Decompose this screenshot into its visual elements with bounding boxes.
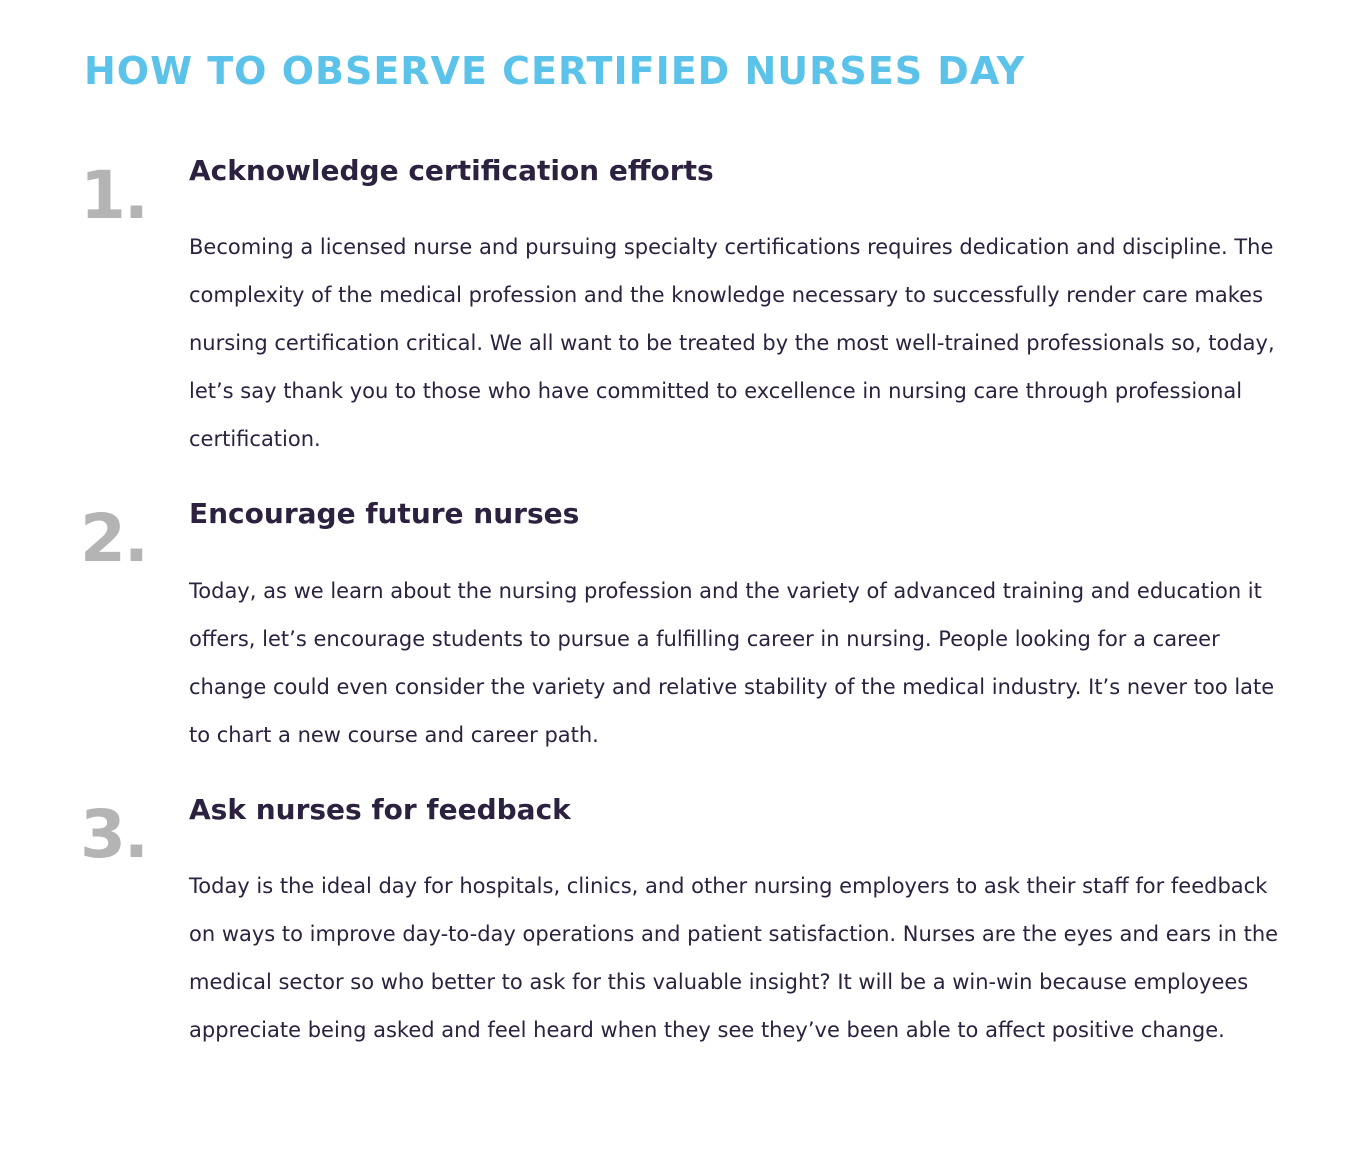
item-number: 3.	[80, 796, 147, 873]
item-heading: Ask nurses for feedback	[189, 793, 571, 826]
item-body: Becoming a licensed nurse and pursuing specialty certifications requires dedication and discipline. The complexity of the medical profession and the knowledge necessary to successfully render care makes nursing certification critical. We all want to be treated by the most well-trained professionals so, today, let’s say thank you to those who have committed to excellence in nursing care through professional certification.	[189, 235, 1275, 451]
item-number: 2.	[80, 500, 147, 577]
item-heading: Acknowledge certification efforts	[189, 154, 714, 187]
item-heading: Encourage future nurses	[189, 497, 580, 530]
item-body: Today, as we learn about the nursing profession and the variety of advanced training and education it offers, let’s encourage students to pursue a fulfilling career in nursing. People looking for a career change could even consider the variety and relative stability of the medical industry. It’s never too late to chart a new course and career path.	[189, 579, 1275, 747]
item-body: Today is the ideal day for hospitals, clinics, and other nursing employers to ask their staff for feedback on ways to improve day-to-day operations and patient satisfaction. Nurses are the eyes and ears in the medical sector so who better to ask for this valuable insight? It will be a win-win because employees appreciate being asked and feel heard when they see they’ve been able to affect positive change.	[189, 874, 1279, 1042]
page-title: HOW TO OBSERVE CERTIFIED NURSES DAY	[84, 49, 1026, 93]
item-number: 1.	[80, 157, 147, 234]
